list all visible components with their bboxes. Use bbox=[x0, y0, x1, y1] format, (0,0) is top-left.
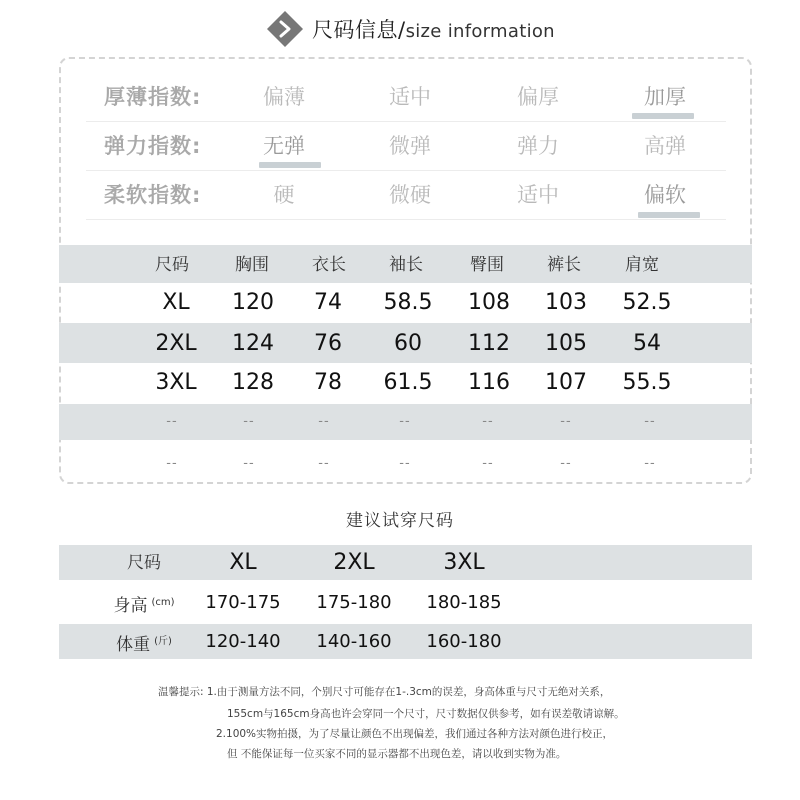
column-header: 裤长 bbox=[547, 255, 581, 275]
table-row bbox=[0, 324, 800, 364]
index-label: 弹力指数: bbox=[104, 134, 202, 158]
index-option: 适中 bbox=[389, 85, 431, 109]
suggestion-size-row bbox=[0, 545, 800, 581]
thickness-index-row bbox=[0, 77, 800, 117]
index-option: 偏薄 bbox=[263, 85, 305, 109]
title-english: size information bbox=[405, 21, 555, 42]
column-header: 衣长 bbox=[312, 255, 346, 275]
weight-range: 160-180 bbox=[426, 631, 502, 652]
table-cell: -- bbox=[560, 456, 572, 471]
size-table-header bbox=[0, 245, 800, 285]
table-cell: 78 bbox=[314, 370, 342, 395]
column-header: 胸围 bbox=[235, 255, 269, 275]
table-cell: -- bbox=[243, 456, 255, 471]
table-cell: 2XL bbox=[155, 331, 197, 356]
suggestion-weight-row bbox=[0, 624, 800, 660]
size-label: 尺码 bbox=[127, 553, 161, 573]
table-cell: -- bbox=[166, 414, 178, 429]
height-range: 170-175 bbox=[205, 592, 281, 613]
table-cell: 3XL bbox=[155, 370, 197, 395]
note-line: 155cm与165cm身高也许会穿同一个尺寸，尺寸数据仅供参考，如有误差敬请谅解。 bbox=[227, 708, 625, 720]
table-cell: -- bbox=[166, 456, 178, 471]
column-header: 袖长 bbox=[389, 255, 423, 275]
index-option: 弹力 bbox=[517, 134, 559, 158]
selected-underline bbox=[259, 162, 321, 168]
index-option: 硬 bbox=[273, 183, 295, 207]
softness-index-row bbox=[0, 175, 800, 215]
index-option-selected: 无弹 bbox=[263, 134, 305, 158]
table-cell: -- bbox=[644, 414, 656, 429]
suggestion-height-row bbox=[0, 585, 800, 621]
table-cell: 116 bbox=[468, 370, 510, 395]
table-cell: 54 bbox=[633, 331, 661, 356]
size-info-header bbox=[0, 8, 800, 48]
table-cell: -- bbox=[482, 414, 494, 429]
index-option: 微弹 bbox=[389, 134, 431, 158]
table-cell: 107 bbox=[545, 370, 587, 395]
table-cell: -- bbox=[318, 414, 330, 429]
index-option: 适中 bbox=[517, 183, 559, 207]
index-label: 柔软指数: bbox=[104, 183, 202, 207]
column-header: 尺码 bbox=[155, 255, 189, 275]
table-cell: 103 bbox=[545, 290, 587, 315]
weight-range: 140-160 bbox=[316, 631, 392, 652]
suggested-size: XL bbox=[229, 550, 257, 575]
table-cell: 112 bbox=[468, 331, 510, 356]
table-row bbox=[0, 283, 800, 323]
weight-label-text: 体重 bbox=[116, 635, 151, 655]
table-cell: 108 bbox=[468, 290, 510, 315]
table-cell: 52.5 bbox=[622, 290, 672, 315]
chevron-right-icon bbox=[266, 10, 304, 48]
table-cell: 58.5 bbox=[383, 290, 433, 315]
divider bbox=[86, 121, 726, 122]
title-chinese: 尺码信息/ bbox=[312, 18, 406, 42]
table-cell: 76 bbox=[314, 331, 342, 356]
weight-range: 120-140 bbox=[205, 631, 281, 652]
table-cell: -- bbox=[644, 456, 656, 471]
index-option: 高弹 bbox=[644, 134, 686, 158]
page-title bbox=[312, 14, 555, 44]
table-cell: -- bbox=[243, 414, 255, 429]
table-cell: 74 bbox=[314, 290, 342, 315]
table-row bbox=[0, 402, 800, 442]
height-range: 175-180 bbox=[316, 592, 392, 613]
table-cell: 55.5 bbox=[622, 370, 672, 395]
selected-underline bbox=[638, 212, 700, 218]
index-label: 厚薄指数: bbox=[104, 85, 202, 109]
elasticity-index-row bbox=[0, 126, 800, 166]
selected-underline bbox=[632, 113, 694, 119]
table-cell: 61.5 bbox=[383, 370, 433, 395]
height-unit: (cm) bbox=[151, 597, 175, 608]
note-line: 2.100%实物拍摄，为了尽量让颜色不出现偏差，我们通过各种方法对颜色进行校正， bbox=[216, 728, 614, 740]
suggested-size: 3XL bbox=[443, 550, 485, 575]
table-cell: -- bbox=[399, 456, 411, 471]
table-cell: 128 bbox=[232, 370, 274, 395]
table-cell: 105 bbox=[545, 331, 587, 356]
table-cell: 124 bbox=[232, 331, 274, 356]
table-cell: -- bbox=[482, 456, 494, 471]
column-header: 臀围 bbox=[470, 255, 504, 275]
table-cell: 60 bbox=[394, 331, 422, 356]
table-cell: -- bbox=[318, 456, 330, 471]
note-line: 但 不能保证每一位买家不同的显示器都不出现色差，请以收到实物为准。 bbox=[227, 748, 567, 760]
index-option-selected: 加厚 bbox=[644, 85, 686, 109]
divider bbox=[86, 219, 726, 220]
table-row bbox=[0, 444, 800, 484]
table-cell: XL bbox=[162, 290, 190, 315]
table-cell: 120 bbox=[232, 290, 274, 315]
index-option: 微硬 bbox=[389, 183, 431, 207]
height-range: 180-185 bbox=[426, 592, 502, 613]
index-option-selected: 偏软 bbox=[644, 183, 686, 207]
column-header: 肩宽 bbox=[625, 255, 659, 275]
index-option: 偏厚 bbox=[517, 85, 559, 109]
table-cell: -- bbox=[399, 414, 411, 429]
suggestion-title: 建议试穿尺码 bbox=[346, 511, 454, 531]
weight-unit: (斤) bbox=[154, 636, 172, 647]
divider bbox=[86, 170, 726, 171]
table-cell: -- bbox=[560, 414, 572, 429]
note-line: 温馨提示: 1.由于测量方法不同，个别尺寸可能存在1-.3cm的误差，身高体重与尺寸无绝对关系， bbox=[158, 686, 611, 698]
height-label-text: 身高 bbox=[113, 596, 148, 616]
table-row bbox=[0, 363, 800, 403]
suggested-size: 2XL bbox=[333, 550, 375, 575]
